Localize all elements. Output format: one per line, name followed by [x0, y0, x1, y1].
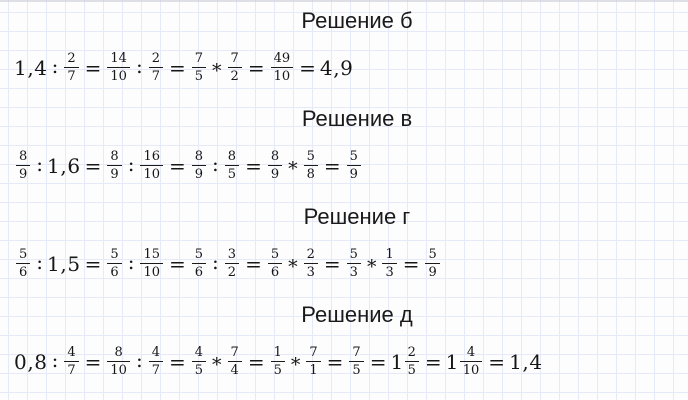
math-number: 1,4	[509, 350, 543, 374]
math-fraction	[382, 248, 396, 279]
math-number: 0,8	[14, 350, 48, 374]
fraction-numerator: 2	[151, 51, 160, 67]
math-fraction	[107, 248, 121, 279]
math-operator: =	[424, 350, 442, 374]
math-operator: =	[84, 56, 102, 80]
fraction-denominator: 8	[304, 165, 318, 182]
fraction-numerator: 7	[230, 51, 239, 67]
math-fraction	[225, 248, 239, 279]
math-fraction	[107, 52, 130, 83]
math-operator: =	[326, 350, 344, 374]
fraction-numerator: 5	[349, 149, 358, 165]
fraction-denominator: 9	[347, 165, 361, 182]
fraction-numerator: 7	[194, 51, 204, 67]
math-number: 4,9	[319, 56, 354, 80]
math-operator: =	[402, 252, 420, 276]
fraction-numerator: 16	[143, 149, 160, 165]
math-number: 1,6	[47, 154, 81, 178]
math-operator: :	[36, 152, 44, 177]
math-fraction	[107, 150, 121, 181]
math-operator: *	[366, 256, 377, 279]
equation-line	[14, 146, 688, 186]
fraction-numerator: 1	[273, 345, 282, 361]
equation-line	[14, 244, 688, 284]
section-heading: Решение в	[301, 106, 413, 131]
mixed-whole-part: 1	[390, 350, 404, 374]
math-fraction	[347, 248, 361, 279]
math-fraction	[64, 346, 78, 377]
fraction-denominator: 6	[16, 263, 30, 280]
math-operator: *	[288, 158, 298, 181]
fraction-denominator: 9	[107, 165, 121, 182]
fraction-numerator: 8	[114, 345, 123, 361]
math-fraction	[149, 346, 163, 377]
fraction-denominator: 9	[192, 165, 206, 182]
fraction-numerator: 2	[407, 345, 416, 361]
fraction-denominator: 5	[192, 67, 206, 84]
math-fraction	[149, 52, 163, 83]
fraction-numerator: 2	[67, 51, 76, 67]
math-operator: =	[488, 350, 506, 374]
fraction-denominator: 5	[405, 361, 419, 378]
math-operator: *	[212, 60, 222, 83]
math-operator: :	[135, 54, 143, 79]
fraction-denominator: 6	[192, 263, 206, 280]
fraction-numerator: 4	[466, 345, 476, 361]
math-operator: =	[245, 154, 262, 178]
math-fraction	[268, 150, 282, 181]
fraction-denominator: 4	[228, 361, 242, 378]
fraction-denominator: 5	[349, 361, 363, 378]
fraction-denominator: 2	[228, 67, 242, 84]
fraction-numerator: 5	[306, 149, 315, 165]
fraction-denominator: 10	[460, 361, 483, 378]
fraction-numerator: 5	[349, 247, 358, 263]
equation-line	[14, 342, 688, 382]
math-operator: =	[168, 350, 186, 374]
math-operator: =	[168, 56, 186, 80]
math-operator: =	[168, 154, 186, 178]
math-operator: :	[51, 348, 59, 373]
math-operator: =	[168, 252, 186, 276]
math-operator: =	[84, 154, 102, 178]
mixed-whole-part: 1	[445, 350, 459, 374]
fraction-denominator: 6	[107, 263, 121, 280]
math-operator: :	[127, 152, 135, 177]
fraction-denominator: 3	[382, 263, 396, 280]
fraction-denominator: 1	[306, 361, 320, 378]
math-number: 1,4	[14, 56, 48, 80]
fraction-denominator: 7	[64, 361, 78, 378]
math-fraction	[225, 150, 239, 181]
math-operator: :	[127, 250, 135, 275]
fraction-numerator: 5	[19, 247, 28, 263]
math-fraction	[405, 346, 419, 377]
math-fraction	[271, 52, 294, 83]
fraction-denominator: 10	[107, 67, 130, 84]
math-operator: =	[245, 252, 262, 276]
section-heading: Решение б	[301, 8, 413, 33]
fraction-denominator: 5	[225, 165, 239, 182]
math-operator: =	[84, 252, 102, 276]
solution-section-g	[0, 202, 688, 300]
math-fraction	[140, 248, 163, 279]
fraction-numerator: 4	[194, 345, 204, 361]
fraction-denominator: 7	[64, 67, 78, 84]
math-fraction	[192, 150, 206, 181]
math-operator: *	[288, 256, 298, 279]
fraction-denominator: 10	[140, 165, 163, 182]
math-fraction	[107, 346, 130, 377]
fraction-numerator: 49	[273, 51, 291, 67]
math-fraction	[16, 150, 30, 181]
math-fraction	[192, 248, 206, 279]
section-heading: Решение г	[303, 204, 411, 229]
math-operator: =	[369, 350, 387, 374]
math-fraction	[140, 150, 163, 181]
fraction-numerator: 5	[428, 247, 437, 263]
fraction-numerator: 8	[194, 149, 204, 165]
fraction-denominator: 10	[140, 263, 163, 280]
math-operator: :	[51, 54, 59, 79]
math-fraction	[228, 346, 242, 377]
fraction-numerator: 2	[306, 247, 315, 263]
fraction-numerator: 5	[270, 247, 280, 263]
math-operator: *	[212, 354, 222, 377]
solution-section-b	[0, 6, 688, 104]
fraction-numerator: 8	[110, 149, 119, 165]
math-fraction	[349, 346, 363, 377]
fraction-numerator: 5	[110, 247, 119, 263]
fraction-numerator: 4	[67, 345, 76, 361]
fraction-numerator: 7	[352, 345, 361, 361]
fraction-numerator: 14	[110, 51, 127, 67]
math-operator: :	[212, 250, 219, 275]
fraction-denominator: 5	[192, 361, 206, 378]
fraction-numerator: 7	[230, 345, 239, 361]
math-fraction	[304, 248, 318, 279]
fraction-denominator: 6	[268, 263, 282, 280]
math-fraction	[192, 52, 206, 83]
fraction-denominator: 2	[225, 263, 239, 280]
math-fraction	[268, 248, 282, 279]
math-fraction	[192, 346, 206, 377]
section-heading: Решение д	[301, 302, 413, 327]
math-fraction	[460, 346, 483, 377]
fraction-numerator: 3	[227, 247, 237, 263]
fraction-denominator: 9	[268, 165, 282, 182]
math-operator: =	[247, 56, 265, 80]
math-number: 1,5	[47, 252, 81, 276]
math-fraction	[64, 52, 78, 83]
math-operator: :	[212, 152, 219, 177]
fraction-numerator: 8	[227, 149, 237, 165]
equation-line	[14, 48, 688, 88]
math-operator: =	[323, 154, 341, 178]
math-operator: *	[290, 354, 301, 377]
fraction-numerator: 8	[270, 149, 280, 165]
fraction-denominator: 9	[425, 263, 439, 280]
fraction-numerator: 5	[194, 247, 204, 263]
fraction-denominator: 9	[16, 165, 30, 182]
fraction-numerator: 1	[385, 247, 394, 263]
math-fraction	[306, 346, 320, 377]
math-operator: :	[36, 250, 44, 275]
math-fraction	[304, 150, 318, 181]
math-operator: =	[299, 56, 316, 80]
math-mixed-number	[446, 346, 485, 377]
fraction-denominator: 10	[271, 67, 294, 84]
math-operator: =	[84, 350, 102, 374]
math-fraction	[228, 52, 242, 83]
math-mixed-number	[390, 346, 420, 377]
math-fraction	[347, 150, 361, 181]
math-operator: =	[247, 350, 265, 374]
math-fraction	[271, 346, 285, 377]
fraction-denominator: 7	[149, 67, 163, 84]
math-fraction	[425, 248, 439, 279]
fraction-denominator: 7	[149, 361, 163, 378]
math-fraction	[16, 248, 30, 279]
fraction-denominator: 10	[107, 361, 130, 378]
fraction-denominator: 3	[347, 263, 361, 280]
fraction-numerator: 15	[143, 247, 160, 263]
math-operator: =	[323, 252, 341, 276]
fraction-numerator: 4	[151, 345, 160, 361]
solution-section-d	[0, 300, 688, 398]
solution-section-v	[0, 104, 688, 202]
fraction-denominator: 5	[271, 361, 285, 378]
math-operator: :	[135, 348, 143, 373]
fraction-denominator: 3	[304, 263, 318, 280]
fraction-numerator: 7	[309, 345, 318, 361]
fraction-numerator: 8	[19, 149, 28, 165]
